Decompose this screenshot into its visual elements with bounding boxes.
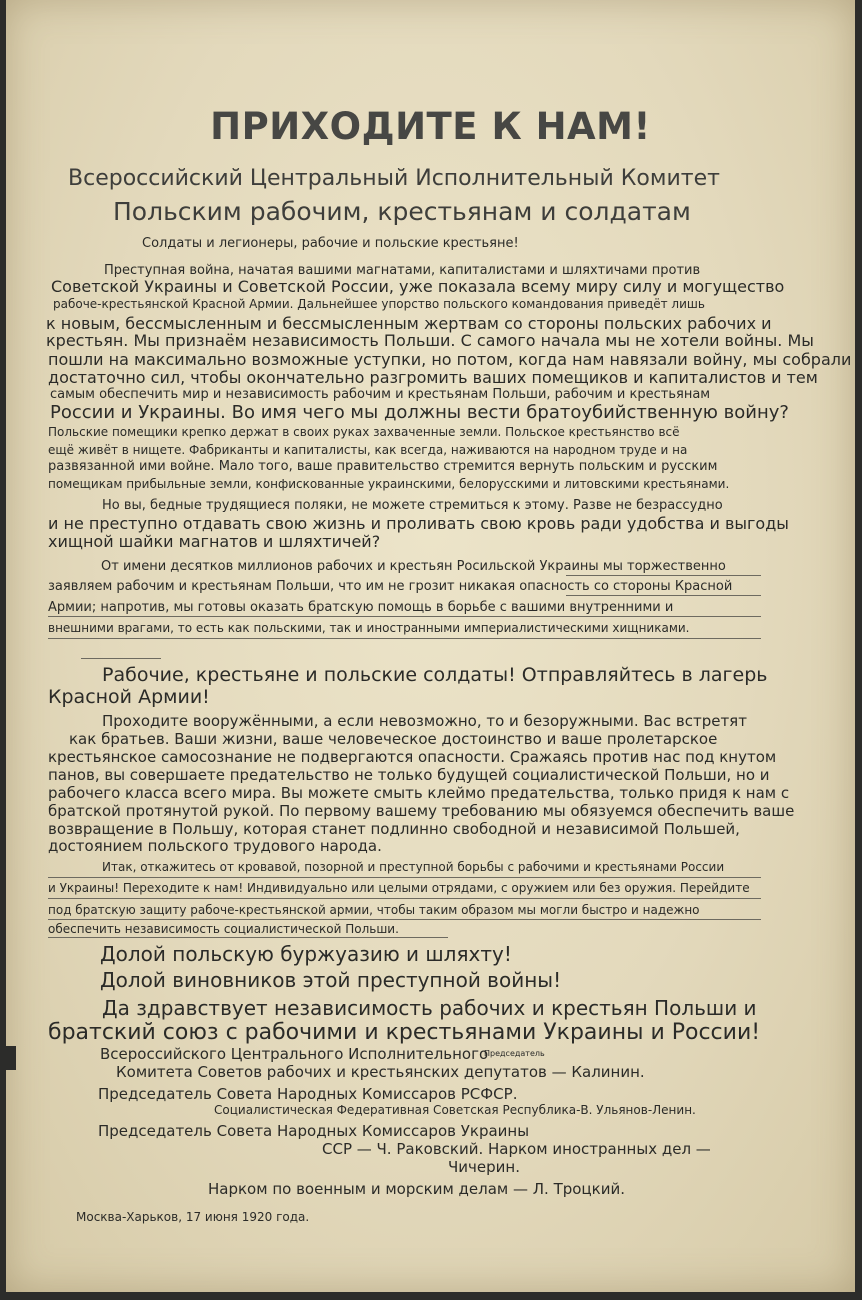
text-line: крестьянское самосознание не подвергаются опасности. Сражаясь против нас под кнутом: [48, 748, 777, 766]
text-line: Красной Армии!: [48, 686, 210, 708]
text-line: Преступная война, начатая вашими магнатами, капиталистами и шляхтичами против: [104, 263, 701, 278]
poster-sheet: [6, 0, 855, 1292]
poster-title: ПРИХОДИТЕ К НАМ!: [210, 105, 651, 148]
underline: [566, 595, 761, 596]
text-line: и Украины! Переходите к нам! Индивидуально или целыми отрядами, с оружием или без оружия. Перейдите: [48, 881, 750, 895]
text-line: Польские помещики крепко держат в своих руках захваченные земли. Польское крестьянство всё: [48, 425, 680, 439]
underline: [48, 919, 761, 920]
signature-line: Комитета Советов рабочих и крестьянских депутатов — Калинин.: [116, 1063, 645, 1081]
text-line: братской протянутой рукой. По первому вашему требованию мы обязуемся обеспечить ваше: [48, 802, 795, 820]
addressee-heading: Польским рабочим, крестьянам и солдатам: [113, 197, 691, 226]
signature-line: Председатель Совета Народных Комиссаров Украины: [98, 1122, 530, 1140]
torn-edge: [6, 1046, 16, 1070]
underline: [81, 658, 161, 659]
text-line: От имени десятков миллионов рабочих и крестьян Росильской Украины мы торжественно: [101, 559, 726, 574]
slogan-line: братский союз с рабочими и крестьянами Украины и России!: [48, 1020, 761, 1045]
text-line: Но вы, бедные трудящиеся поляки, не можете стремиться к этому. Разве не безрассудно: [102, 498, 723, 513]
text-line: помещикам прибыльные земли, конфискованные украинскими, белорусскими и литовскими крестьянами.: [48, 477, 730, 491]
text-line: возвращение в Польшу, которая станет подлинно свободной и независимой Польшей,: [48, 820, 740, 838]
text-line: обеспечить независимость социалистической Польши.: [48, 922, 399, 936]
text-line: рабочего класса всего мира. Вы можете смыть клеймо предательства, только придя к нам с: [48, 784, 790, 802]
text-line: достаточно сил, чтобы окончательно разгромить ваших помещиков и капиталистов и тем: [48, 368, 818, 387]
underline: [48, 616, 761, 617]
text-line: России и Украины. Во имя чего мы должны вести братоубийственную войну?: [50, 402, 789, 423]
text-line: и не преступно отдавать свою жизнь и проливать свою кровь ради удобства и выгоды: [48, 514, 789, 533]
text-line: панов, вы совершаете предательство не только будущей социалистической Польши, но и: [48, 766, 770, 784]
text-line: развязанной ими войне. Мало того, ваше правительство стремится вернуть польским и русским: [48, 459, 718, 474]
signature-line: ССР — Ч. Раковский. Нарком иностранных дел —: [322, 1140, 711, 1158]
slogan-line: Долой виновников этой преступной войны!: [100, 968, 562, 992]
signature-line: Социалистическая Федеративная Советская Республика-В. Ульянов-Ленин.: [214, 1103, 696, 1117]
underline: [566, 575, 761, 576]
text-line: Армии; напротив, мы готовы оказать братскую помощь в борьбе с вашими внутренними и: [48, 600, 674, 615]
text-line: хищной шайки магнатов и шляхтичей?: [48, 532, 381, 551]
slogan-line: Да здравствует независимость рабочих и крестьян Польши и: [102, 996, 757, 1020]
text-line: рабоче-крестьянской Красной Армии. Дальнейшее упорство польского командования приведёт лишь: [53, 297, 705, 311]
slogan-line: Долой польскую буржуазию и шляхту!: [100, 942, 512, 966]
underline: [48, 937, 448, 938]
text-line: крестьян. Мы признаём независимость Польши. С самого начала мы не хотели войны. Мы: [46, 331, 814, 350]
text-line: самым обеспечить мир и независимость рабочим и крестьянам Польши, рабочим и крестьянам: [50, 387, 711, 402]
issuer-heading: Всероссийский Центральный Исполнительный Комитет: [68, 166, 720, 191]
salutation: Солдаты и легионеры, рабочие и польские крестьяне!: [142, 236, 519, 251]
signature-line: Чичерин.: [448, 1158, 520, 1176]
text-line: под братскую защиту рабоче-крестьянской армии, чтобы таким образом мы могли быстро и надежно: [48, 903, 700, 917]
underline: [48, 638, 761, 639]
text-line: внешними врагами, то есть как польскими, так и иностранными империалистическими хищниками.: [48, 621, 690, 635]
text-line: Проходите вооружёнными, а если невозможно, то и безоружными. Вас встретят: [102, 712, 747, 730]
text-line: Итак, откажитесь от кровавой, позорной и преступной борьбы с рабочими и крестьянами России: [102, 860, 725, 874]
text-line: к новым, бессмысленным и бессмысленным жертвам со стороны польских рабочих и: [46, 314, 772, 333]
text-line: Рабочие, крестьяне и польские солдаты! Отправляйтесь в лагерь: [102, 664, 768, 686]
text-line: заявляем рабочим и крестьянам Польши, что им не грозит никакая опасность со стороны Красной: [48, 579, 733, 594]
text-line: достоянием польского трудового народа.: [48, 837, 382, 855]
underline: [48, 898, 761, 899]
underline: [48, 877, 761, 878]
signature-line: Нарком по военным и морским делам — Л. Троцкий.: [208, 1180, 625, 1198]
text-line: ещё живёт в нищете. Фабриканты и капиталисты, как всегда, наживаются на народном труде и на: [48, 443, 688, 457]
text-line: пошли на максимально возможные уступки, но потом, когда нам навязали войну, мы собрали: [48, 350, 852, 369]
signature-line: Председатель: [484, 1049, 545, 1058]
signature-line: Всероссийского Центрального Исполнительного: [100, 1045, 489, 1063]
text-line: как братьев. Ваши жизни, ваше человеческое достоинство и ваше пролетарское: [69, 730, 718, 748]
text-line: Советской Украины и Советской России, уже показала всему миру силу и могущество: [51, 277, 785, 296]
date-line: Москва-Харьков, 17 июня 1920 года.: [76, 1210, 310, 1224]
signature-line: Председатель Совета Народных Комиссаров РСФСР.: [98, 1085, 518, 1103]
